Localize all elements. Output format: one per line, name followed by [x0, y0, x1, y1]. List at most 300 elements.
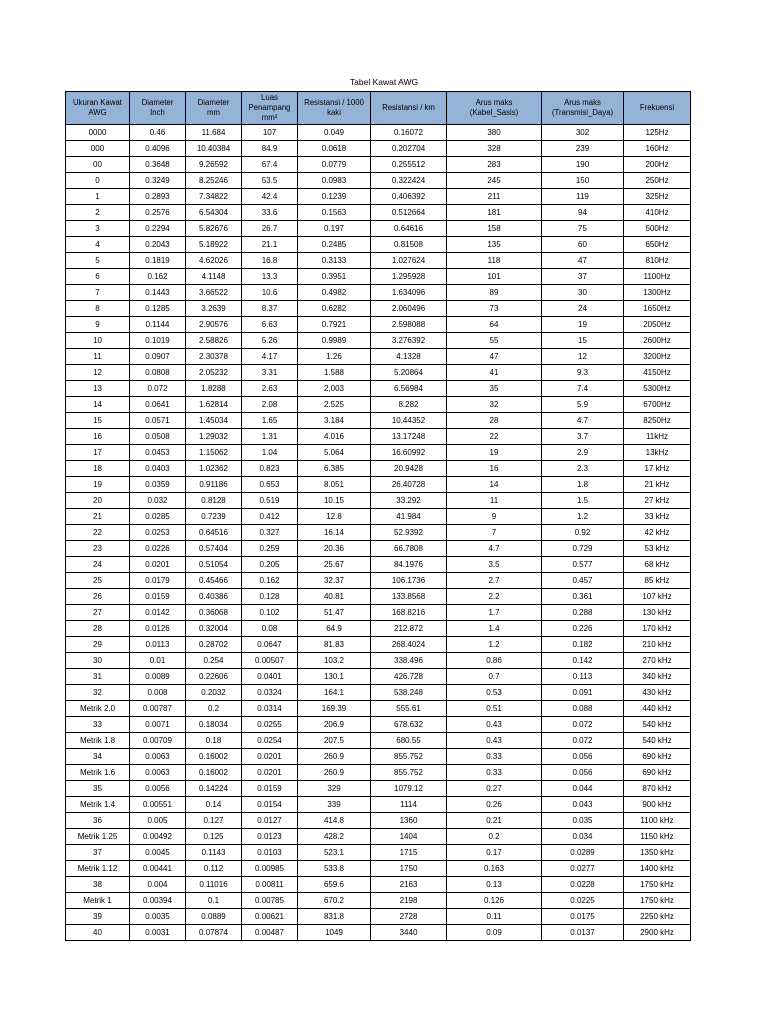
table-cell: 23	[66, 541, 130, 557]
table-cell: 2.63	[242, 381, 298, 397]
table-cell: 0.2	[447, 829, 542, 845]
table-cell: 690 kHz	[624, 749, 691, 765]
table-cell: 0.653	[242, 477, 298, 493]
table-cell: 27 kHz	[624, 493, 691, 509]
table-cell: 107	[242, 125, 298, 141]
table-cell: 212.872	[371, 621, 447, 637]
table-cell: 0.0907	[130, 349, 186, 365]
table-cell: 0.406392	[371, 189, 447, 205]
table-cell: 2.060496	[371, 301, 447, 317]
table-cell: 11	[66, 349, 130, 365]
table-cell: 0.00787	[130, 701, 186, 717]
table-cell: 0.1144	[130, 317, 186, 333]
table-cell: 0.0089	[130, 669, 186, 685]
table-cell: 0.823	[242, 461, 298, 477]
table-cell: 0.33	[447, 749, 542, 765]
table-cell: 239	[542, 141, 624, 157]
table-cell: 1.15062	[186, 445, 242, 461]
table-cell: 0.361	[542, 589, 624, 605]
table-cell: 0.1285	[130, 301, 186, 317]
table-cell: 1.2	[542, 509, 624, 525]
table-cell: 0.4096	[130, 141, 186, 157]
table-cell: 16	[66, 429, 130, 445]
table-cell: 0.00785	[242, 893, 298, 909]
table-cell: 6.385	[298, 461, 371, 477]
table-cell: 1715	[371, 845, 447, 861]
table-cell: 1.31	[242, 429, 298, 445]
table-header	[66, 92, 691, 125]
table-cell: 0.0063	[130, 749, 186, 765]
table-cell: 107 kHz	[624, 589, 691, 605]
table-cell: 0.0113	[130, 637, 186, 653]
table-cell: 0.51054	[186, 557, 242, 573]
table-cell: 0.044	[542, 781, 624, 797]
table-cell: 1750	[371, 861, 447, 877]
table-cell: 831.8	[298, 909, 371, 925]
table-cell: 0.1	[186, 893, 242, 909]
table-cell: 19	[447, 445, 542, 461]
header-row	[66, 92, 691, 125]
table-cell: 1360	[371, 813, 447, 829]
table-cell: 7.34822	[186, 189, 242, 205]
table-row	[66, 813, 691, 829]
table-cell: 3200Hz	[624, 349, 691, 365]
table-cell: 0.00394	[130, 893, 186, 909]
table-cell: 1.02362	[186, 461, 242, 477]
table-cell: 3.276392	[371, 333, 447, 349]
table-cell: 3.2639	[186, 301, 242, 317]
table-cell: 13.3	[242, 269, 298, 285]
table-cell: 0.0314	[242, 701, 298, 717]
table-cell: 0.00709	[130, 733, 186, 749]
table-row	[66, 125, 691, 141]
table-cell: 0.7239	[186, 509, 242, 525]
table-cell: 245	[447, 173, 542, 189]
table-cell: 3.184	[298, 413, 371, 429]
table-cell: 0.43	[447, 717, 542, 733]
col-header-resistance-1000ft	[298, 92, 371, 125]
table-cell: 4.1328	[371, 349, 447, 365]
table-cell: 0.072	[542, 717, 624, 733]
table-cell: 0.2294	[130, 221, 186, 237]
table-cell: 15	[66, 413, 130, 429]
table-row	[66, 333, 691, 349]
table-cell: 260.9	[298, 765, 371, 781]
table-cell: 7	[66, 285, 130, 301]
header-line: mm	[207, 108, 220, 117]
table-cell: 0.255512	[371, 157, 447, 173]
table-cell: 270 kHz	[624, 653, 691, 669]
table-cell: 0.00492	[130, 829, 186, 845]
table-cell: 130.1	[298, 669, 371, 685]
table-cell: 5.26	[242, 333, 298, 349]
table-cell: 4.1148	[186, 269, 242, 285]
table-cell: 133.8568	[371, 589, 447, 605]
table-cell: 1.588	[298, 365, 371, 381]
table-cell: 810Hz	[624, 253, 691, 269]
table-cell: 0.0228	[542, 877, 624, 893]
table-cell: 0.00487	[242, 925, 298, 941]
table-cell: 64	[447, 317, 542, 333]
table-cell: 0.17	[447, 845, 542, 861]
table-cell: 0.91186	[186, 477, 242, 493]
table-row	[66, 621, 691, 637]
table-cell: 9.26592	[186, 157, 242, 173]
table-cell: 0.08	[242, 621, 298, 637]
table-cell: 0.07874	[186, 925, 242, 941]
table-cell: 0.0179	[130, 573, 186, 589]
table-cell: 0.14	[186, 797, 242, 813]
table-cell: 20	[66, 493, 130, 509]
table-cell: 24	[542, 301, 624, 317]
table-cell: 190	[542, 157, 624, 173]
table-cell: 14	[447, 477, 542, 493]
table-cell: 37	[66, 845, 130, 861]
table-cell: 0.01	[130, 653, 186, 669]
table-cell: 7	[447, 525, 542, 541]
table-cell: 1079.12	[371, 781, 447, 797]
table-cell: 1.4	[447, 621, 542, 637]
table-row	[66, 685, 691, 701]
table-cell: 0.0226	[130, 541, 186, 557]
table-cell: 12	[542, 349, 624, 365]
table-cell: 430 kHz	[624, 685, 691, 701]
table-cell: 0.0889	[186, 909, 242, 925]
table-row	[66, 797, 691, 813]
table-title: Tabel Kawat AWG	[349, 77, 419, 87]
table-cell: 0.3648	[130, 157, 186, 173]
table-cell: 2900 kHz	[624, 925, 691, 941]
table-cell: 250Hz	[624, 173, 691, 189]
table-row	[66, 701, 691, 717]
table-cell: 41	[447, 365, 542, 381]
table-cell: 0.2043	[130, 237, 186, 253]
table-cell: 0.0127	[242, 813, 298, 829]
table-cell: 0.28702	[186, 637, 242, 653]
table-cell: 21	[66, 509, 130, 525]
table-cell: 5.82676	[186, 221, 242, 237]
table-cell: 0.457	[542, 573, 624, 589]
table-cell: 164.1	[298, 685, 371, 701]
table-cell: 4.7	[542, 413, 624, 429]
table-cell: 5.9	[542, 397, 624, 413]
awg-wire-table	[65, 91, 691, 941]
table-cell: 0.327	[242, 525, 298, 541]
table-cell: 1400 kHz	[624, 861, 691, 877]
table-cell: 0.1563	[298, 205, 371, 221]
table-row	[66, 397, 691, 413]
table-cell: 0.1239	[298, 189, 371, 205]
table-cell: 68 kHz	[624, 557, 691, 573]
table-cell: 206.9	[298, 717, 371, 733]
table-cell: 66.7808	[371, 541, 447, 557]
table-cell: 47	[542, 253, 624, 269]
table-cell: 0.127	[186, 813, 242, 829]
table-row	[66, 605, 691, 621]
table-row	[66, 205, 691, 221]
col-header-resistance-km	[371, 92, 447, 125]
table-cell: 21 kHz	[624, 477, 691, 493]
table-cell: 1650Hz	[624, 301, 691, 317]
table-row	[66, 829, 691, 845]
table-cell: 0.27	[447, 781, 542, 797]
table-row	[66, 557, 691, 573]
table-row	[66, 285, 691, 301]
table-cell: 0.00985	[242, 861, 298, 877]
table-cell: 1100Hz	[624, 269, 691, 285]
table-row	[66, 301, 691, 317]
table-cell: 00	[66, 157, 130, 173]
table-cell: 0.43	[447, 733, 542, 749]
table-cell: 28	[447, 413, 542, 429]
table-cell: 6	[66, 269, 130, 285]
table-cell: 103.2	[298, 653, 371, 669]
table-cell: 2	[66, 205, 130, 221]
table-cell: 67.4	[242, 157, 298, 173]
table-cell: 0.22606	[186, 669, 242, 685]
table-cell: 0.125	[186, 829, 242, 845]
table-cell: 207.5	[298, 733, 371, 749]
table-cell: 0.2893	[130, 189, 186, 205]
table-cell: 3.7	[542, 429, 624, 445]
table-cell: 3.5	[447, 557, 542, 573]
table-cell: 32	[66, 685, 130, 701]
table-cell: 855.752	[371, 749, 447, 765]
table-cell: 0.3951	[298, 269, 371, 285]
table-row	[66, 765, 691, 781]
table-cell: 2.30378	[186, 349, 242, 365]
table-cell: 0.005	[130, 813, 186, 829]
table-cell: 34	[66, 749, 130, 765]
table-cell: 0.008	[130, 685, 186, 701]
table-cell: 0.056	[542, 749, 624, 765]
table-cell: 33 kHz	[624, 509, 691, 525]
table-cell: 1.295928	[371, 269, 447, 285]
table-cell: 0.035	[542, 813, 624, 829]
header-line: Arus maks	[475, 98, 513, 107]
table-cell: 41.984	[371, 509, 447, 525]
table-cell: 0.162	[130, 269, 186, 285]
table-cell: 0.9989	[298, 333, 371, 349]
table-cell: 1300Hz	[624, 285, 691, 301]
table-cell: 0.64516	[186, 525, 242, 541]
header-line: Resistansi / km	[382, 103, 435, 112]
table-cell: 440 kHz	[624, 701, 691, 717]
table-cell: 340 kHz	[624, 669, 691, 685]
table-cell: Metrik 2.0	[66, 701, 130, 717]
table-cell: 0.00811	[242, 877, 298, 893]
table-cell: 0.0142	[130, 605, 186, 621]
table-cell: 6700Hz	[624, 397, 691, 413]
table-cell: 6.63	[242, 317, 298, 333]
table-cell: 680.55	[371, 733, 447, 749]
table-cell: 670.2	[298, 893, 371, 909]
table-cell: 35	[66, 781, 130, 797]
table-cell: 2.598088	[371, 317, 447, 333]
table-cell: 0.16072	[371, 125, 447, 141]
table-cell: 380	[447, 125, 542, 141]
table-cell: 1750 kHz	[624, 877, 691, 893]
table-cell: 0.0289	[542, 845, 624, 861]
table-cell: 8.37	[242, 301, 298, 317]
table-cell: 268.4024	[371, 637, 447, 653]
table-cell: 33.292	[371, 493, 447, 509]
table-cell: 0.0045	[130, 845, 186, 861]
table-cell: 0.0641	[130, 397, 186, 413]
table-cell: 0.16002	[186, 749, 242, 765]
table-cell: 428.2	[298, 829, 371, 845]
table-cell: 10.44352	[371, 413, 447, 429]
table-cell: 0.32004	[186, 621, 242, 637]
table-cell: 8.282	[371, 397, 447, 413]
table-cell: 28	[66, 621, 130, 637]
table-cell: 32.37	[298, 573, 371, 589]
table-cell: 84.9	[242, 141, 298, 157]
header-line: AWG	[88, 108, 107, 117]
table-cell: 40	[66, 925, 130, 941]
table-cell: 158	[447, 221, 542, 237]
table-cell: 60	[542, 237, 624, 253]
table-cell: 0.197	[298, 221, 371, 237]
table-cell: 0.182	[542, 637, 624, 653]
table-cell: 0.0175	[542, 909, 624, 925]
table-cell: 4150Hz	[624, 365, 691, 381]
table-cell: 0.51	[447, 701, 542, 717]
table-row	[66, 717, 691, 733]
table-cell: 27	[66, 605, 130, 621]
table-cell: 0.088	[542, 701, 624, 717]
table-cell: 168.8216	[371, 605, 447, 621]
table-row	[66, 429, 691, 445]
table-row	[66, 861, 691, 877]
table-cell: 1404	[371, 829, 447, 845]
table-cell: 338.496	[371, 653, 447, 669]
table-row	[66, 637, 691, 653]
table-cell: 119	[542, 189, 624, 205]
table-row	[66, 349, 691, 365]
table-cell: 4.17	[242, 349, 298, 365]
table-cell: 12.8	[298, 509, 371, 525]
table-cell: 325Hz	[624, 189, 691, 205]
table-cell: 0.4982	[298, 285, 371, 301]
table-cell: 38	[66, 877, 130, 893]
table-cell: 0.45466	[186, 573, 242, 589]
table-cell: 42.4	[242, 189, 298, 205]
table-cell: 53.5	[242, 173, 298, 189]
table-cell: 0.64616	[371, 221, 447, 237]
table-cell: 10.15	[298, 493, 371, 509]
table-cell: 855.752	[371, 765, 447, 781]
table-cell: 39	[66, 909, 130, 925]
table-cell: 0.128	[242, 589, 298, 605]
table-cell: 0.254	[186, 653, 242, 669]
table-cell: 0.0201	[242, 749, 298, 765]
col-header-diameter-mm	[186, 92, 242, 125]
table-cell: 410Hz	[624, 205, 691, 221]
table-cell: 17 kHz	[624, 461, 691, 477]
table-cell: 2.3	[542, 461, 624, 477]
table-cell: 0.1443	[130, 285, 186, 301]
table-cell: 1.26	[298, 349, 371, 365]
col-header-cross-section	[242, 92, 298, 125]
table-cell: 14	[66, 397, 130, 413]
col-header-max-current-chassis	[447, 92, 542, 125]
table-cell: 339	[298, 797, 371, 813]
table-cell: 0.0035	[130, 909, 186, 925]
table-cell: 51.47	[298, 605, 371, 621]
table-cell: 0.3249	[130, 173, 186, 189]
table-cell: 0.00551	[130, 797, 186, 813]
table-cell: Metrik 1.6	[66, 765, 130, 781]
table-cell: 16.8	[242, 253, 298, 269]
table-cell: 678.632	[371, 717, 447, 733]
table-cell: 302	[542, 125, 624, 141]
table-row	[66, 477, 691, 493]
table-cell: 540 kHz	[624, 717, 691, 733]
table-cell: 5300Hz	[624, 381, 691, 397]
table-cell: 211	[447, 189, 542, 205]
table-cell: 19	[542, 317, 624, 333]
table-cell: 8250Hz	[624, 413, 691, 429]
table-cell: Metrik 1.25	[66, 829, 130, 845]
table-cell: 3.66522	[186, 285, 242, 301]
header-line: Ukuran Kawat	[73, 98, 122, 107]
header-line: kaki	[327, 108, 341, 117]
table-cell: 5.064	[298, 445, 371, 461]
table-cell: 0.0254	[242, 733, 298, 749]
table-cell: 0.112	[186, 861, 242, 877]
table-cell: 2.7	[447, 573, 542, 589]
table-cell: 0.0031	[130, 925, 186, 941]
table-cell: 0.2485	[298, 237, 371, 253]
table-cell: 52.9392	[371, 525, 447, 541]
table-cell: 0.0453	[130, 445, 186, 461]
table-cell: 0.0063	[130, 765, 186, 781]
table-cell: 0.13	[447, 877, 542, 893]
table-cell: 0.205	[242, 557, 298, 573]
table-cell: 0.26	[447, 797, 542, 813]
table-row	[66, 141, 691, 157]
table-cell: 9	[66, 317, 130, 333]
table-cell: 0.0255	[242, 717, 298, 733]
table-row	[66, 445, 691, 461]
table-cell: 2050Hz	[624, 317, 691, 333]
table-cell: 0.512664	[371, 205, 447, 221]
table-cell: 0.3133	[298, 253, 371, 269]
table-row	[66, 509, 691, 525]
table-cell: 2,003	[298, 381, 371, 397]
table-cell: 32	[447, 397, 542, 413]
table-cell: 0.36068	[186, 605, 242, 621]
table-cell: 540 kHz	[624, 733, 691, 749]
table-cell: 4.62026	[186, 253, 242, 269]
table-cell: 85 kHz	[624, 573, 691, 589]
table-cell: 8.051	[298, 477, 371, 493]
table-cell: 31	[66, 669, 130, 685]
table-cell: 19	[66, 477, 130, 493]
table-cell: 0.043	[542, 797, 624, 813]
table-cell: 101	[447, 269, 542, 285]
table-cell: 16.60992	[371, 445, 447, 461]
table-cell: 0.81508	[371, 237, 447, 253]
table-cell: 0.2576	[130, 205, 186, 221]
table-cell: 0.004	[130, 877, 186, 893]
table-row	[66, 365, 691, 381]
header-line: Inch	[150, 108, 165, 117]
table-cell: 0.14224	[186, 781, 242, 797]
table-cell: 25	[66, 573, 130, 589]
table-cell: 1114	[371, 797, 447, 813]
